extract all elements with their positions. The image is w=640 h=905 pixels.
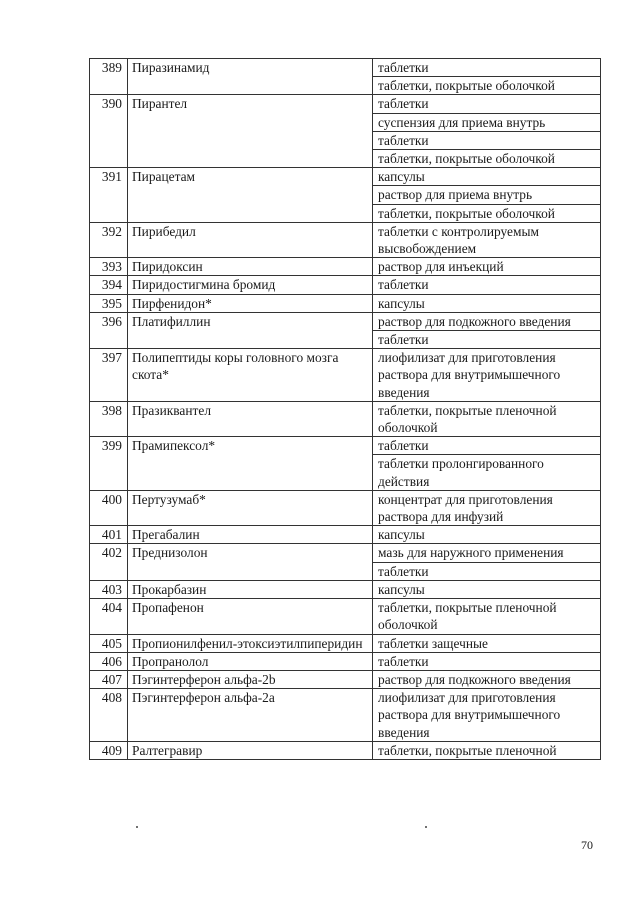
- dosage-form: таблетки, покрытые пленочной оболочкой: [373, 401, 601, 436]
- table-row: [90, 652, 601, 670]
- table-row: [90, 276, 601, 294]
- table-row: [90, 580, 601, 598]
- row-number: 396: [90, 312, 128, 348]
- row-number: 403: [90, 580, 128, 598]
- dosage-form: таблетки пролонгированного действия: [373, 455, 601, 490]
- drug-name: Прамипексол*: [128, 437, 373, 491]
- drug-list-table: [89, 58, 601, 760]
- table-row: [90, 349, 601, 402]
- row-number: 408: [90, 689, 128, 742]
- dosage-form: таблетки защечные: [373, 634, 601, 652]
- dosage-form: капсулы: [373, 168, 601, 186]
- dosage-form: таблетки: [373, 437, 601, 455]
- dosage-form: мазь для наружного применения: [373, 544, 601, 562]
- drug-name: Пропионилфенил-этоксиэтилпиперидин: [128, 634, 373, 652]
- table-row: [90, 95, 601, 113]
- row-number: 398: [90, 401, 128, 436]
- dosage-form: таблетки, покрытые оболочкой: [373, 77, 601, 95]
- row-number: 404: [90, 599, 128, 634]
- drug-name: Пиридостигмина бромид: [128, 276, 373, 294]
- drug-name: Пэгинтерферон альфа-2b: [128, 670, 373, 688]
- drug-name: Пертузумаб*: [128, 490, 373, 525]
- drug-name: Пирфенидон*: [128, 294, 373, 312]
- dosage-form: таблетки, покрытые пленочной оболочкой: [373, 599, 601, 634]
- drug-name: Пирацетам: [128, 168, 373, 223]
- dosage-form: капсулы: [373, 294, 601, 312]
- row-number: 392: [90, 222, 128, 257]
- dosage-form: капсулы: [373, 526, 601, 544]
- drug-name: Празиквантел: [128, 401, 373, 436]
- drug-name: Прегабалин: [128, 526, 373, 544]
- row-number: 406: [90, 652, 128, 670]
- drug-name: Преднизолон: [128, 544, 373, 580]
- dosage-form: раствор для приема внутрь: [373, 186, 601, 204]
- dosage-form: таблетки, покрытые пленочной: [373, 741, 601, 759]
- row-number: 402: [90, 544, 128, 580]
- row-number: 401: [90, 526, 128, 544]
- drug-name: Платифиллин: [128, 312, 373, 348]
- dosage-form: таблетки: [373, 95, 601, 113]
- dosage-form: таблетки: [373, 276, 601, 294]
- table-row: [90, 258, 601, 276]
- table-row: [90, 689, 601, 742]
- drug-name: Прокарбазин: [128, 580, 373, 598]
- table-row: [90, 670, 601, 688]
- page-number: 70: [581, 838, 593, 852]
- table-row: [90, 294, 601, 312]
- dosage-form: таблетки, покрытые оболочкой: [373, 204, 601, 222]
- drug-name: Полипептиды коры головного мозга скота*: [128, 349, 373, 402]
- table-body: [90, 59, 601, 760]
- dosage-form: раствор для подкожного введения: [373, 670, 601, 688]
- dosage-form: таблетки: [373, 59, 601, 77]
- table-row: [90, 437, 601, 455]
- dosage-form: лиофилизат для приготовления раствора для внутримышечного введения: [373, 349, 601, 402]
- row-number: 393: [90, 258, 128, 276]
- table-row: [90, 544, 601, 562]
- row-number: 399: [90, 437, 128, 491]
- dosage-form: таблетки: [373, 562, 601, 580]
- table-row: [90, 634, 601, 652]
- drug-name: Пропафенон: [128, 599, 373, 634]
- drug-name: Пиридоксин: [128, 258, 373, 276]
- table-row: [90, 526, 601, 544]
- dosage-form: таблетки: [373, 652, 601, 670]
- scan-speck: [425, 826, 427, 828]
- drug-name: Пиразинамид: [128, 59, 373, 95]
- row-number: 394: [90, 276, 128, 294]
- row-number: 389: [90, 59, 128, 95]
- table-row: [90, 599, 601, 634]
- row-number: 397: [90, 349, 128, 402]
- scan-speck: [136, 826, 138, 828]
- row-number: 407: [90, 670, 128, 688]
- drug-name: Пирибедил: [128, 222, 373, 257]
- dosage-form: таблетки с контролируемым высвобождением: [373, 222, 601, 257]
- dosage-form: таблетки: [373, 131, 601, 149]
- dosage-form: лиофилизат для приготовления раствора для внутримышечного введения: [373, 689, 601, 742]
- table-row: [90, 59, 601, 77]
- dosage-form: капсулы: [373, 580, 601, 598]
- drug-name: Пэгинтерферон альфа-2а: [128, 689, 373, 742]
- drug-name: Пирантел: [128, 95, 373, 168]
- row-number: 400: [90, 490, 128, 525]
- drug-name: Пропранолол: [128, 652, 373, 670]
- row-number: 390: [90, 95, 128, 168]
- dosage-form: таблетки, покрытые оболочкой: [373, 150, 601, 168]
- table-row: [90, 168, 601, 186]
- row-number: 395: [90, 294, 128, 312]
- dosage-form: суспензия для приема внутрь: [373, 113, 601, 131]
- row-number: 409: [90, 741, 128, 759]
- drug-name: Ралтегравир: [128, 741, 373, 759]
- table-row: [90, 222, 601, 257]
- dosage-form: раствор для подкожного введения: [373, 312, 601, 330]
- dosage-form: таблетки: [373, 331, 601, 349]
- table-row: [90, 490, 601, 525]
- dosage-form: раствор для инъекций: [373, 258, 601, 276]
- table-row: [90, 741, 601, 759]
- table-row: [90, 401, 601, 436]
- table-row: [90, 312, 601, 330]
- row-number: 391: [90, 168, 128, 223]
- row-number: 405: [90, 634, 128, 652]
- dosage-form: концентрат для приготовления раствора для инфузий: [373, 490, 601, 525]
